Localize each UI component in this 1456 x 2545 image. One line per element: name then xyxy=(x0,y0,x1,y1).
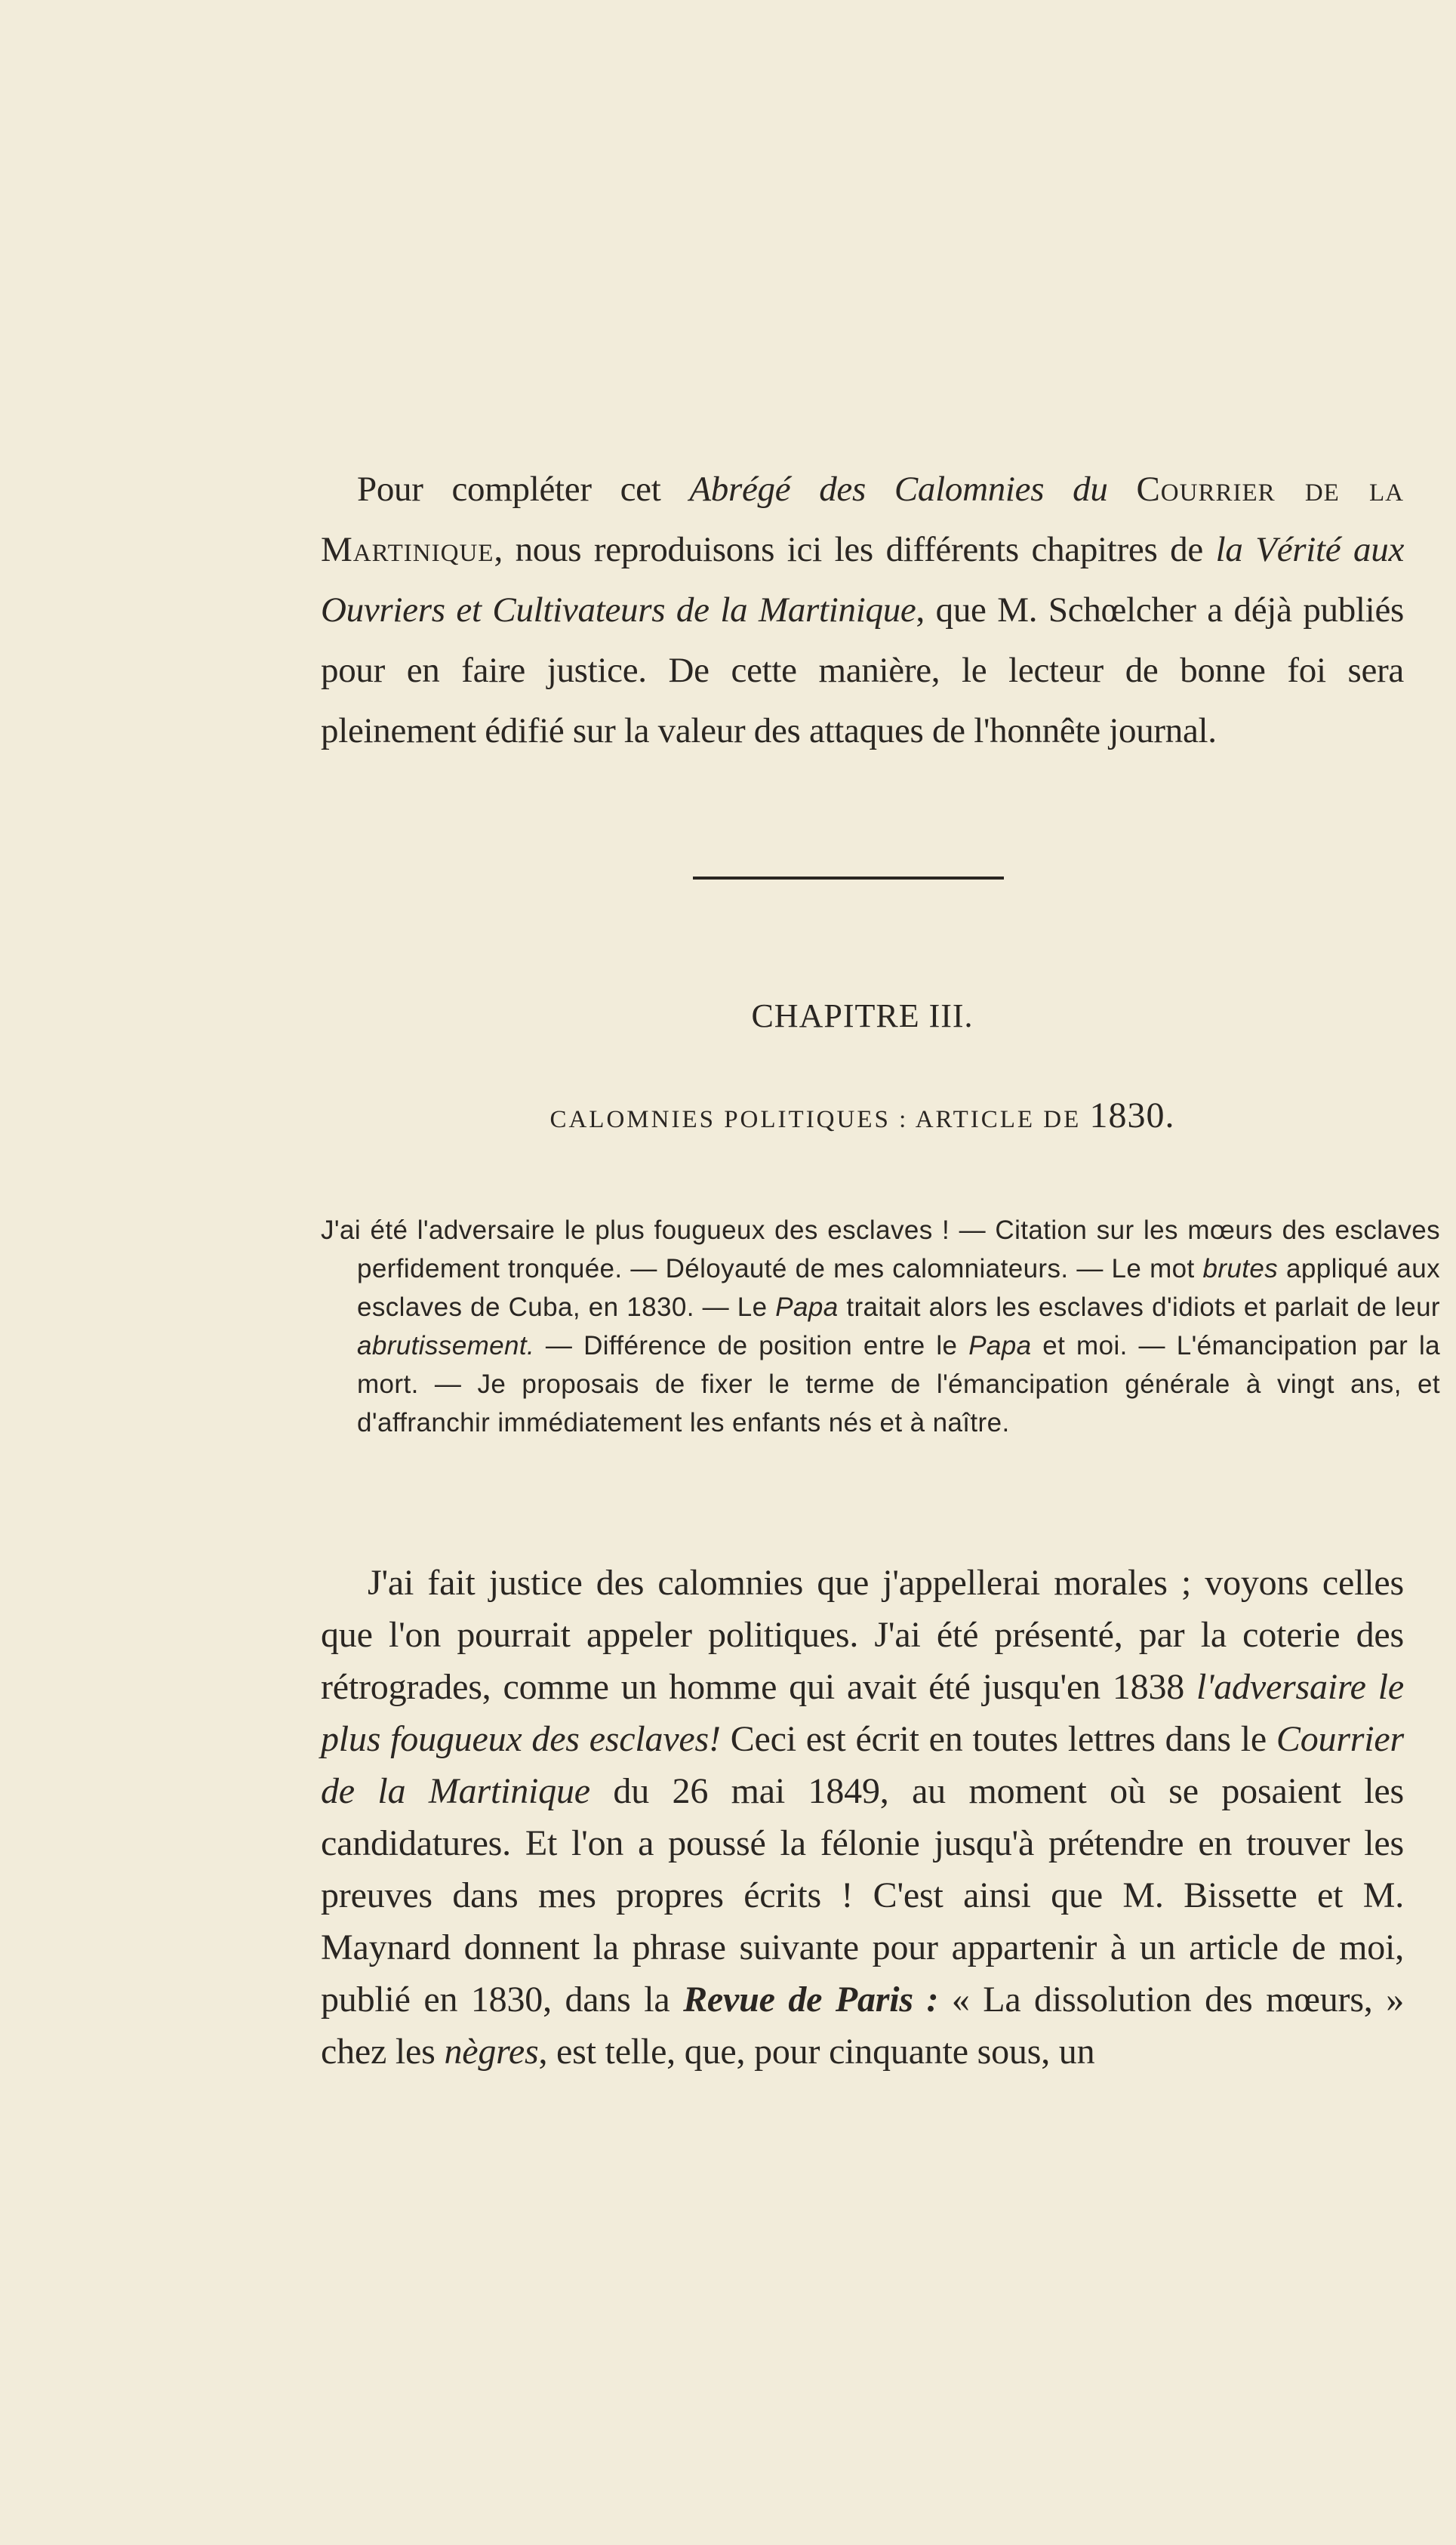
body-italic: Revue de Paris : xyxy=(683,1980,939,2020)
summary-italic: brutes xyxy=(1202,1254,1279,1283)
intro-paragraph xyxy=(321,459,1404,761)
summary-text: J'ai été l'adversaire le plus fougueux des esclaves ! — Citation sur les mœurs des esclaves perfidement tronquée. — Déloyauté de mes calomniateurs. — Le mot xyxy=(321,1215,1440,1283)
summary-text: et moi. — L'émancipation par la mort. — Je proposais de fixer le terme de l'émancipation générale à vingt ans, et d'affranchir immédiatement les enfants nés et à naître. xyxy=(357,1331,1440,1437)
summary-text: — Différence de position entre le xyxy=(534,1331,969,1360)
body-text: Ceci est écrit en toutes lettres dans le xyxy=(720,1719,1276,1759)
intro-text: Pour compléter cet xyxy=(357,470,690,509)
chapter-subtitle-year: 1830. xyxy=(1089,1095,1175,1135)
summary-italic: Papa xyxy=(775,1293,839,1322)
intro-text xyxy=(1108,470,1137,509)
intro-italic-title: Abrégé des Calomnies du xyxy=(689,470,1108,509)
chapter-subtitle-text: CALOMNIES POLITIQUES : ARTICLE DE xyxy=(549,1106,1082,1133)
body-text: J'ai fait justice des calomnies que j'appellerai morales ; voyons celles que l'on pourrait appeler politiques. J'ai été présenté, par la coterie des rétrogrades, comme un homme qui avait été jusqu'en 1838 xyxy=(321,1563,1404,1707)
summary-text: traitait alors les esclaves d'idiots et parlait de leur xyxy=(838,1293,1440,1322)
summary-italic: Papa xyxy=(968,1331,1032,1360)
body-italic: l'adversaire le plus fougueux des esclaves! xyxy=(321,1667,1404,1759)
body-italic: Courrier de la Martinique xyxy=(321,1719,1405,1811)
chapter-title: CHAPITRE III. xyxy=(751,997,974,1034)
body-text: , est telle, que, pour cinquante sous, un xyxy=(538,2032,1095,2072)
summary-text: appliqué aux esclaves de Cuba, en 1830. — Le xyxy=(357,1254,1440,1322)
intro-text: , nous reproduisons ici les différents chapitres de xyxy=(494,530,1216,569)
body-text: du 26 mai 1849, au moment où se posaient les candidatures. Et l'on a poussé la félonie jusqu'à prétendre en trouver les preuves dans mes propres écrits ! C'est ainsi que M. Bissette et M. Maynard donnent la phrase suivante pour appartenir à un article de moi, publié en 1830, dans la xyxy=(321,1771,1404,2020)
intro-italic-book-title: la Vérité aux Ouvriers et Cultivateurs de la Martinique xyxy=(321,530,1405,630)
body-text: « La dissolution des mœurs, » chez les xyxy=(321,1980,1404,2072)
summary-italic: abrutissement. xyxy=(357,1331,535,1360)
body-paragraph xyxy=(321,1557,1404,2078)
chapter-subtitle xyxy=(321,1095,1404,1136)
intro-text: , que M. Schœlcher a déjà publiés pour en faire justice. De cette manière, le lecteur de bonne foi sera pleinement édifié sur la valeur des attaques de l'honnête journal. xyxy=(321,590,1404,750)
body-italic: nègres xyxy=(444,2032,539,2072)
section-divider xyxy=(693,877,1004,880)
newspaper-name: Courrier de la Martinique xyxy=(321,470,1405,569)
chapter-summary xyxy=(321,1211,1440,1442)
